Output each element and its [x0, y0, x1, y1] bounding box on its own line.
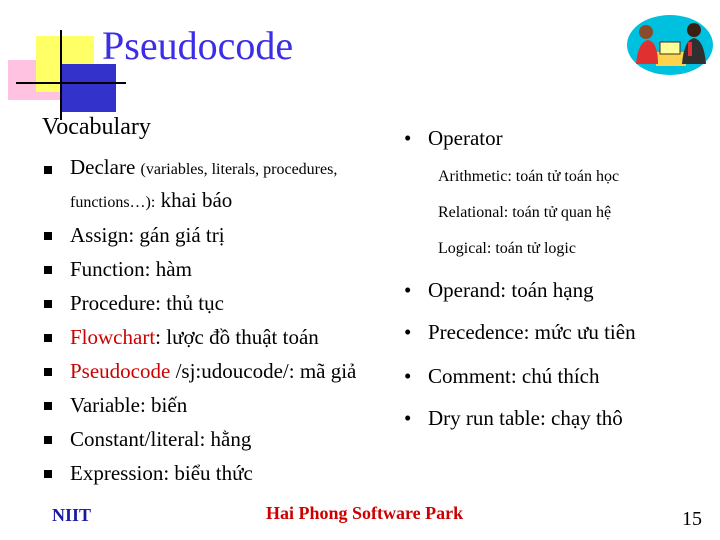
- square-bullet-icon: [44, 402, 52, 410]
- item-highlight-text: Flowchart: [70, 325, 156, 349]
- square-bullet-icon: [44, 334, 52, 342]
- list-item-constant: [40, 422, 410, 456]
- round-bullet-icon: •: [404, 406, 412, 430]
- vocabulary-list: [40, 152, 410, 490]
- list-item-procedure: [40, 286, 410, 320]
- dry-run-item: [404, 406, 623, 431]
- list-item-variable: [40, 388, 410, 422]
- decor-vertical-line: [60, 30, 62, 120]
- list-item-expression: [40, 456, 410, 490]
- item-tail-text: khai báo: [160, 188, 233, 212]
- item-text: Expression: biểu thức: [70, 461, 253, 485]
- comment-item: [404, 364, 599, 389]
- item-small-text: (variables, literals, procedures, functions…):: [70, 161, 338, 211]
- comment-label: Comment: chú thích: [428, 364, 600, 388]
- dry-run-label: Dry run table: chạy thô: [428, 406, 623, 430]
- item-text: /sj:udoucode/: mã giả: [170, 359, 357, 383]
- decor-blue-block: [62, 64, 116, 112]
- precedence-label: Precedence: mức ưu tiên: [428, 320, 636, 344]
- operator-sub-arithmetic: Arithmetic: toán tử toán học: [438, 168, 620, 185]
- round-bullet-icon: •: [404, 126, 412, 150]
- square-bullet-icon: [44, 470, 52, 478]
- operator-sub-logical: Logical: toán tử logic: [438, 240, 576, 257]
- list-item-pseudocode: [40, 354, 410, 388]
- item-text: Constant/literal: hằng: [70, 427, 252, 451]
- operand-label: Operand: toán hạng: [428, 278, 594, 302]
- operand-item: [404, 278, 594, 303]
- square-bullet-icon: [44, 266, 52, 274]
- vocabulary-heading: Vocabulary: [42, 114, 151, 140]
- operator-label: Operator: [428, 126, 503, 150]
- decor-horizontal-line: [16, 82, 126, 84]
- item-text: Procedure: thủ tục: [70, 291, 224, 315]
- precedence-item: [404, 320, 636, 345]
- round-bullet-icon: •: [404, 278, 412, 302]
- item-text: : lược đồ thuật toán: [155, 325, 319, 349]
- page-number: 15: [682, 508, 702, 530]
- operator-sub-relational: Relational: toán tử quan hệ: [438, 204, 612, 221]
- operator-item: [404, 126, 503, 151]
- item-highlight-text: Pseudocode: [70, 359, 171, 383]
- list-item-declare: [40, 152, 410, 218]
- square-bullet-icon: [44, 166, 52, 174]
- footer-niit-logo: NIIT: [52, 505, 92, 525]
- round-bullet-icon: •: [404, 364, 412, 388]
- item-text: Variable: biến: [70, 393, 188, 417]
- people-clipart-icon: [626, 12, 714, 78]
- item-main-text: Declare: [70, 155, 136, 179]
- item-text: Assign: gán giá trị: [70, 223, 225, 247]
- item-text: Function: hàm: [70, 257, 192, 281]
- list-item-function: [40, 252, 410, 286]
- square-bullet-icon: [44, 436, 52, 444]
- footer-organization: Hai Phong Software Park: [266, 503, 464, 523]
- round-bullet-icon: •: [404, 320, 412, 344]
- slide-title: Pseudocode: [102, 23, 294, 68]
- square-bullet-icon: [44, 232, 52, 240]
- square-bullet-icon: [44, 368, 52, 376]
- square-bullet-icon: [44, 300, 52, 308]
- list-item-flowchart: [40, 320, 410, 354]
- list-item-assign: [40, 218, 410, 252]
